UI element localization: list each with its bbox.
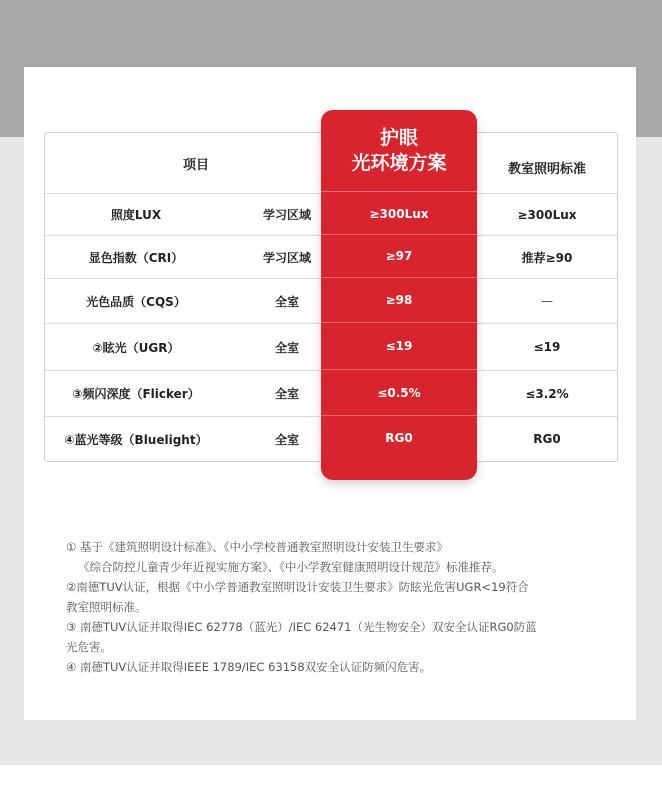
highlight-title-line1: 护眼 [379,126,418,149]
header-standard: 教室照明标准 [507,161,586,177]
highlight-value: ≤0.5% [321,370,477,416]
bottom-white-band [0,765,662,800]
row-standard: 推荐≥90 [521,250,573,265]
highlight-value: ≤19 [321,323,477,370]
row-area: 全室 [274,387,299,401]
row-area: 学习区域 [262,208,311,222]
footnote-line: 光危害。 [66,640,112,654]
row-standard: ≤19 [533,340,561,354]
footnote-line: 教室照明标准。 [66,600,147,614]
row-name: ④蓝光等级（Bluelight） [64,432,208,447]
footnote-line: ④ 南德TUV认证并取得IEEE 1789/IEC 63158双安全认证防频闪危害。 [66,660,432,674]
row-name: 光色品质（CQS） [86,294,186,309]
row-name: ③频闪深度（Flicker） [72,387,200,401]
row-standard: ≤3.2% [525,386,569,401]
row-standard: RG0 [533,432,561,446]
highlight-value: RG0 [385,431,413,445]
footnotes [66,537,606,677]
row-area: 全室 [274,294,299,309]
highlight-header [321,110,477,192]
highlight-column [321,110,477,480]
footnote-line: ②南德TUV认证，根据《中小学普通教室照明设计安装卫生要求》防眩光危害UGR<19符合 [66,580,529,594]
row-name: 照度LUX [110,208,162,222]
row-standard: ≥300Lux [517,207,577,222]
highlight-value: ≥97 [321,235,477,278]
highlight-title-line2: 光环境方案 [351,151,447,174]
row-name: ②眩光（UGR） [92,340,180,355]
footnote-line: 《综合防控儿童青少年近视实施方案》、《中小学教室健康照明设计规范》标准推荐。 [78,560,504,574]
header-item: 项目 [182,157,209,173]
row-area: 学习区域 [262,250,311,265]
row-area: 全室 [274,432,299,447]
highlight-value: ≥300Lux [321,193,477,235]
row-area: 全室 [274,340,299,355]
row-name: 显色指数（CRI） [88,250,184,265]
highlight-value: ≥98 [321,278,477,323]
footnote-line: ① 基于《建筑照明设计标准》、《中小学校普通教室照明设计安装卫生要求》 [66,540,448,554]
row-standard: — [541,294,553,308]
footnote-line: ③ 南德TUV认证并取得IEC 62778（蓝光）/IEC 62471（光生物安全）双安全认证RG0防蓝 [66,620,537,634]
